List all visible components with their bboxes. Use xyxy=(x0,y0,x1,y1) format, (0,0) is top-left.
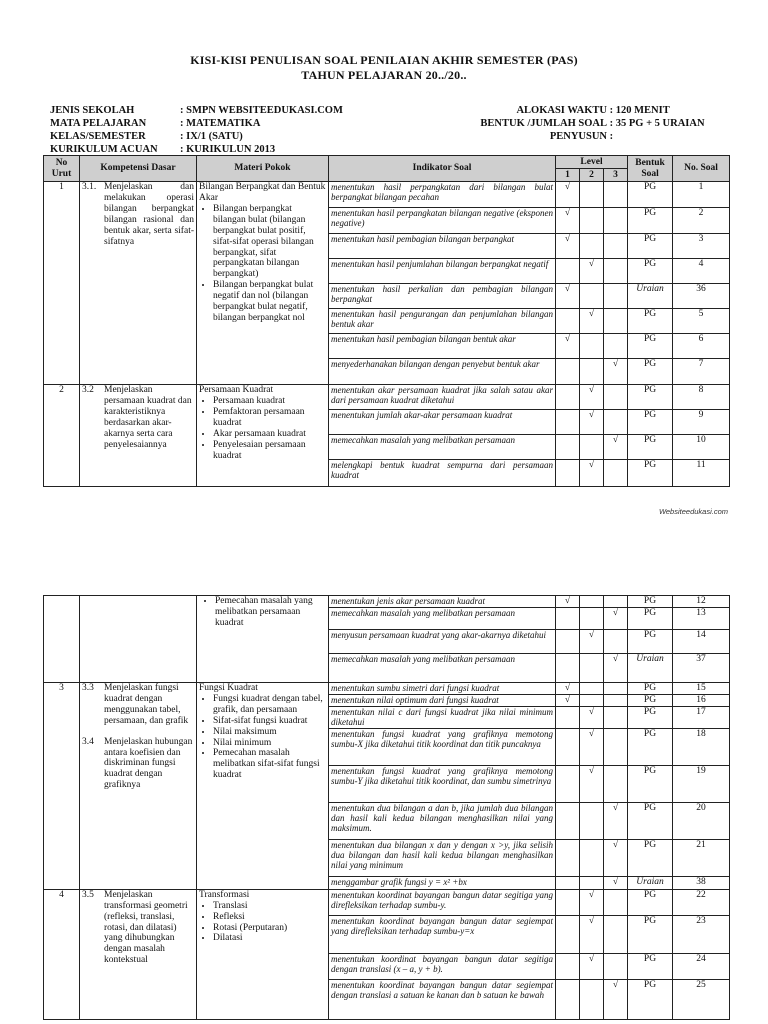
bentuk-soal: PG xyxy=(628,953,673,979)
indikator-soal: menentukan fungsi kuadrat yang grafiknya memotong sumbu-X jika diketahui titik koordinat dan titik puncaknya xyxy=(329,728,556,765)
table-row xyxy=(44,385,730,410)
level-check-mark: √ xyxy=(604,653,628,682)
level-check-mark: √ xyxy=(556,234,580,259)
nomor-soal: 6 xyxy=(673,334,730,359)
level-cell xyxy=(580,607,604,629)
bentuk-soal: Uraian xyxy=(628,876,673,889)
document-subtitle: TAHUN PELAJARAN 20../20.. xyxy=(301,68,467,82)
materi-pokok: Bilangan Berpangkat dan Bentuk Akar • Bilangan berpangkat bilangan bulat (bilangan berpangkat bulat positif, sifat-sifat operasi bilangan berpangkat, sifat perpangkatan bilangan berpangkat) • Bilangan berpangkat bulat negatif dan nol (bilangan berpangkat bulat negatif, bilangan berpangkat nol xyxy=(197,182,329,385)
meta-school: JENIS SEKOLAH : SMPN WEBSITEEDUKASI.COM xyxy=(50,105,343,116)
level-cell xyxy=(556,839,580,876)
level-cell xyxy=(580,182,604,208)
nomor-soal: 13 xyxy=(673,607,730,629)
col-nosoal: No. Soal xyxy=(673,156,730,182)
nomor-soal: 23 xyxy=(673,915,730,953)
nomor-soal: 37 xyxy=(673,653,730,682)
kompetensi-dasar: 3.1. Menjelaskan dan melakukan operasi bilangan berpangkat bilangan rasional dan bentuk akar, serta sifat-sifatnya xyxy=(80,182,197,385)
level-check-mark: √ xyxy=(580,385,604,410)
level-cell xyxy=(604,889,628,915)
level-cell xyxy=(604,309,628,334)
level-check-mark: √ xyxy=(604,359,628,385)
materi-pokok: Transformasi • Translasi • Refleksi • Rotasi (Perputaran) • Dilatasi xyxy=(197,889,329,1019)
bentuk-soal: PG xyxy=(628,889,673,915)
indikator-soal: menentukan hasil pengurangan dan penjumlahan bilangan bentuk akar xyxy=(329,309,556,334)
level-cell xyxy=(556,385,580,410)
indikator-soal: memecahkan masalah yang melibatkan persamaan xyxy=(329,653,556,682)
level-check-mark: √ xyxy=(556,284,580,309)
level-cell xyxy=(556,309,580,334)
indikator-soal: memecahkan masalah yang melibatkan persamaan xyxy=(329,607,556,629)
meta-class: KELAS/SEMESTER : IX/1 (SATU) xyxy=(50,131,243,142)
kompetensi-dasar: 3.5 Menjelaskan transformasi geometri (refleksi, translasi, rotasi, dan dilatasi) yang dihubungkan dengan masalah kontekstual xyxy=(80,889,197,1019)
level-cell xyxy=(556,410,580,435)
indikator-soal: menentukan hasil perkalian dan pembagian bilangan berpangkat xyxy=(329,284,556,309)
col-no: No Urut xyxy=(44,156,80,182)
indikator-soal: menentukan sumbu simetri dari fungsi kuadrat xyxy=(329,682,556,694)
table-row xyxy=(44,182,730,208)
footer-watermark: Websiteedukasi.com xyxy=(658,507,728,516)
level-cell xyxy=(604,410,628,435)
nomor-soal: 20 xyxy=(673,802,730,839)
meta-curriculum: KURIKULUM ACUAN : KURIKULUN 2013 xyxy=(50,144,276,155)
bentuk-soal: PG xyxy=(628,259,673,284)
indikator-soal: menentukan koordinat bayangan bangun datar segiempat dengan translasi a satuan ke kanan dan b satuan ke bawah xyxy=(329,979,556,1019)
nomor-soal: 38 xyxy=(673,876,730,889)
materi-pokok: Fungsi Kuadrat • Fungsi kuadrat dengan tabel, grafik, dan persamaan • Sifat-sifat fungsi kuadrat • Nilai maksimum • Nilai minimum • Pemecahan masalah melibatkan sifat-sifat fungsi kuadrat xyxy=(197,682,329,889)
level-check-mark: √ xyxy=(604,876,628,889)
nomor-soal: 21 xyxy=(673,839,730,876)
nomor-soal: 17 xyxy=(673,706,730,728)
level-cell xyxy=(580,694,604,706)
nomor-soal: 10 xyxy=(673,435,730,460)
bentuk-soal: Uraian xyxy=(628,284,673,309)
row-number: 2 xyxy=(44,385,80,487)
bentuk-soal: PG xyxy=(628,839,673,876)
level-cell xyxy=(604,728,628,765)
meta-time: ALOKASI WAKTU : 120 MENIT xyxy=(516,105,670,116)
bentuk-soal: Uraian xyxy=(628,653,673,682)
table-row xyxy=(44,682,730,694)
level-check-mark: √ xyxy=(580,915,604,953)
bentuk-soal: PG xyxy=(628,706,673,728)
bentuk-soal: PG xyxy=(628,234,673,259)
indikator-soal: menentukan hasil penjumlahan bilangan berpangkat negatif xyxy=(329,259,556,284)
level-cell xyxy=(604,953,628,979)
nomor-soal: 11 xyxy=(673,460,730,487)
level-cell xyxy=(604,596,628,608)
indikator-soal: menyusun persamaan kuadrat yang akar-akarnya diketahui xyxy=(329,629,556,653)
col-level-1: 1 xyxy=(556,169,580,182)
indikator-soal: menentukan dua bilangan a dan b, jika jumlah dua bilangan dan hasil kali kedua bilangan menghasilkan nilai yang maksimum. xyxy=(329,802,556,839)
col-level-3: 3 xyxy=(604,169,628,182)
nomor-soal: 36 xyxy=(673,284,730,309)
meta-writer: PENYUSUN : xyxy=(549,131,614,142)
nomor-soal: 2 xyxy=(673,208,730,234)
level-cell xyxy=(580,208,604,234)
bentuk-soal: PG xyxy=(628,334,673,359)
indikator-soal: menentukan hasil pembagian bilangan berpangkat xyxy=(329,234,556,259)
indikator-soal: menentukan hasil perpangkatan bilangan negative (eksponen negative) xyxy=(329,208,556,234)
level-cell xyxy=(580,334,604,359)
bentuk-soal: PG xyxy=(628,385,673,410)
level-cell xyxy=(556,435,580,460)
level-check-mark: √ xyxy=(580,728,604,765)
level-cell xyxy=(580,682,604,694)
level-cell xyxy=(580,839,604,876)
level-cell xyxy=(580,234,604,259)
level-cell xyxy=(556,706,580,728)
bentuk-soal: PG xyxy=(628,460,673,487)
bentuk-soal: PG xyxy=(628,979,673,1019)
level-cell xyxy=(556,359,580,385)
level-check-mark: √ xyxy=(580,309,604,334)
indikator-soal: menentukan jenis akar persamaan kuadrat xyxy=(329,596,556,608)
nomor-soal: 15 xyxy=(673,682,730,694)
kompetensi-dasar: 3.3 Menjelaskan fungsi kuadrat dengan menggunakan tabel, persamaan, dan grafik 3.4 Menjelaskan hubungan antara koefisien dan diskriminan fungsi kuadrat dengan grafiknya xyxy=(80,682,197,889)
bentuk-soal: PG xyxy=(628,629,673,653)
level-cell xyxy=(556,765,580,802)
kompetensi-dasar xyxy=(80,596,197,683)
kompetensi-dasar: 3.2 Menjelaskan persamaan kuadrat dan karakteristiknya berdasarkan akar-akarnya serta cara penyelesaiannya xyxy=(80,385,197,487)
row-number: 4 xyxy=(44,889,80,1019)
level-check-mark: √ xyxy=(580,953,604,979)
bentuk-soal: PG xyxy=(628,915,673,953)
bentuk-soal: PG xyxy=(628,309,673,334)
level-cell xyxy=(580,596,604,608)
bentuk-soal: PG xyxy=(628,208,673,234)
level-cell xyxy=(556,953,580,979)
indikator-soal: menentukan dua bilangan x dan y dengan x >y, jika selisih dua bilangan dan hasil kali kedua bilangan menghasilkan nilai yang minimum xyxy=(329,839,556,876)
level-check-mark: √ xyxy=(556,682,580,694)
level-cell xyxy=(556,460,580,487)
indikator-soal: melengkapi bentuk kuadrat sempurna dari persamaan kuadrat xyxy=(329,460,556,487)
level-check-mark: √ xyxy=(580,259,604,284)
nomor-soal: 8 xyxy=(673,385,730,410)
indikator-soal: menentukan jumlah akar-akar persamaan kuadrat xyxy=(329,410,556,435)
level-check-mark: √ xyxy=(580,460,604,487)
kisi-table-page1 xyxy=(43,155,730,487)
level-check-mark: √ xyxy=(604,802,628,839)
level-cell xyxy=(604,629,628,653)
indikator-soal: menentukan nilai optimum dari fungsi kuadrat xyxy=(329,694,556,706)
table-row xyxy=(44,596,730,608)
bentuk-soal: PG xyxy=(628,596,673,608)
nomor-soal: 4 xyxy=(673,259,730,284)
level-cell xyxy=(580,435,604,460)
level-cell xyxy=(580,876,604,889)
bentuk-soal: PG xyxy=(628,802,673,839)
document-title: KISI-KISI PENULISAN SOAL PENILAIAN AKHIR SEMESTER (PAS) xyxy=(190,53,578,67)
bentuk-soal: PG xyxy=(628,435,673,460)
level-cell xyxy=(604,694,628,706)
bentuk-soal: PG xyxy=(628,728,673,765)
row-number: 1 xyxy=(44,182,80,385)
level-check-mark: √ xyxy=(556,694,580,706)
indikator-soal: menentukan koordinat bayangan bangun datar segitiga yang direfleksikan terhadap sumbu-y. xyxy=(329,889,556,915)
level-cell xyxy=(604,706,628,728)
level-cell xyxy=(556,979,580,1019)
nomor-soal: 24 xyxy=(673,953,730,979)
bentuk-soal: PG xyxy=(628,182,673,208)
nomor-soal: 3 xyxy=(673,234,730,259)
indikator-soal: memecahkan masalah yang melibatkan persamaan xyxy=(329,435,556,460)
level-check-mark: √ xyxy=(580,706,604,728)
indikator-soal: menentukan hasil perpangkatan dari bilangan bulat berpangkat bilangan pecahan xyxy=(329,182,556,208)
indikator-soal: menentukan koordinat bayangan bangun datar segitiga dengan translasi (x – a, y + b). xyxy=(329,953,556,979)
level-cell xyxy=(556,876,580,889)
nomor-soal: 19 xyxy=(673,765,730,802)
level-cell xyxy=(580,979,604,1019)
meta-subject: MATA PELAJARAN : MATEMATIKA xyxy=(50,118,261,129)
level-cell xyxy=(580,653,604,682)
nomor-soal: 18 xyxy=(673,728,730,765)
row-number xyxy=(44,596,80,683)
level-cell xyxy=(604,765,628,802)
nomor-soal: 16 xyxy=(673,694,730,706)
indikator-soal: menentukan akar persamaan kuadrat jika salah satau akar dari persamaan kuadrat diketahui xyxy=(329,385,556,410)
level-check-mark: √ xyxy=(604,839,628,876)
level-cell xyxy=(556,802,580,839)
row-number: 3 xyxy=(44,682,80,889)
level-cell xyxy=(604,915,628,953)
indikator-soal: menentukan hasil pembagian bilangan bentuk akar xyxy=(329,334,556,359)
materi-pokok: • Pemecahan masalah yang melibatkan persamaan kuadrat xyxy=(197,596,329,683)
level-check-mark: √ xyxy=(556,596,580,608)
bentuk-soal: PG xyxy=(628,410,673,435)
level-check-mark: √ xyxy=(580,629,604,653)
indikator-soal: menentukan nilai c dari fungsi kuadrat jika nilai minimum diketahui xyxy=(329,706,556,728)
level-check-mark: √ xyxy=(580,410,604,435)
level-cell xyxy=(604,284,628,309)
bentuk-soal: PG xyxy=(628,359,673,385)
nomor-soal: 1 xyxy=(673,182,730,208)
level-cell xyxy=(556,259,580,284)
nomor-soal: 22 xyxy=(673,889,730,915)
bentuk-soal: PG xyxy=(628,765,673,802)
col-kd: Kompetensi Dasar xyxy=(80,156,197,182)
level-cell xyxy=(604,385,628,410)
level-cell xyxy=(604,682,628,694)
level-cell xyxy=(604,182,628,208)
level-check-mark: √ xyxy=(604,607,628,629)
table-row xyxy=(44,889,730,915)
nomor-soal: 7 xyxy=(673,359,730,385)
level-check-mark: √ xyxy=(604,435,628,460)
level-cell xyxy=(556,889,580,915)
level-cell xyxy=(604,234,628,259)
level-check-mark: √ xyxy=(580,765,604,802)
level-cell xyxy=(556,607,580,629)
bentuk-soal: PG xyxy=(628,694,673,706)
nomor-soal: 25 xyxy=(673,979,730,1019)
col-mp: Materi Pokok xyxy=(197,156,329,182)
col-level-2: 2 xyxy=(580,169,604,182)
nomor-soal: 5 xyxy=(673,309,730,334)
level-cell xyxy=(580,359,604,385)
level-check-mark: √ xyxy=(604,979,628,1019)
level-cell xyxy=(580,802,604,839)
indikator-soal: menggambar grafik fungsi y = x² +bx xyxy=(329,876,556,889)
indikator-soal: menentukan fungsi kuadrat yang grafiknya memotong sumbu-Y jika diketahui titik koordinat, dan sumbu simetrinya xyxy=(329,765,556,802)
level-check-mark: √ xyxy=(580,889,604,915)
level-check-mark: √ xyxy=(556,182,580,208)
level-cell xyxy=(556,915,580,953)
indikator-soal: menyederhanakan bilangan dengan penyebut bentuk akar xyxy=(329,359,556,385)
bentuk-soal: PG xyxy=(628,682,673,694)
level-cell xyxy=(604,208,628,234)
level-cell xyxy=(604,259,628,284)
col-indikator: Indikator Soal xyxy=(329,156,556,182)
nomor-soal: 12 xyxy=(673,596,730,608)
indikator-soal: menentukan koordinat bayangan bangun datar segiempat yang direfleksikan terhadap sumbu-y=x xyxy=(329,915,556,953)
bentuk-soal: PG xyxy=(628,607,673,629)
level-cell xyxy=(604,460,628,487)
nomor-soal: 14 xyxy=(673,629,730,653)
level-cell xyxy=(556,653,580,682)
level-cell xyxy=(556,728,580,765)
level-check-mark: √ xyxy=(556,334,580,359)
level-cell xyxy=(556,629,580,653)
level-cell xyxy=(604,334,628,359)
materi-pokok: Persamaan Kuadrat • Persamaan kuadrat • Pemfaktoran persamaan kuadrat • Akar persamaan kuadrat • Penyelesaian persamaan kuadrat xyxy=(197,385,329,487)
level-cell xyxy=(580,284,604,309)
col-bentuk: Bentuk Soal xyxy=(628,156,673,182)
level-check-mark: √ xyxy=(556,208,580,234)
meta-form: BENTUK /JUMLAH SOAL : 35 PG + 5 URAIAN xyxy=(480,118,705,129)
col-level: Level xyxy=(556,156,628,169)
nomor-soal: 9 xyxy=(673,410,730,435)
kisi-table-page2 xyxy=(43,595,730,1020)
